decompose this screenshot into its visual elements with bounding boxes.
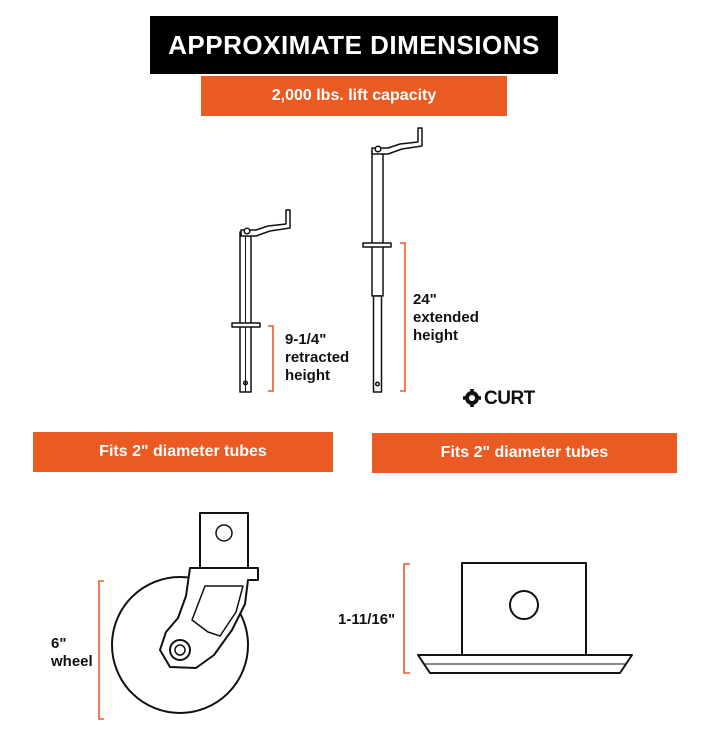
wheel-size-label — [51, 635, 93, 671]
brand-logo — [484, 388, 535, 410]
page-title-text: APPROXIMATE DIMENSIONS — [168, 29, 540, 60]
footplate-drawing — [418, 563, 632, 673]
retracted-height-brace — [268, 326, 273, 391]
capacity-text: 2,000 lbs. lift capacity — [271, 87, 437, 104]
extended-word: extended — [413, 309, 479, 326]
wheel-height-brace — [99, 581, 104, 719]
extended-height-label — [413, 291, 479, 345]
footplate-height-brace — [404, 564, 410, 673]
extended-value: 24" — [413, 291, 437, 308]
extended-jack-drawing — [363, 128, 422, 392]
footplate-value: 1-11/16" — [338, 611, 396, 628]
retracted-height-word: height — [285, 367, 330, 384]
left-fit-banner — [33, 432, 333, 472]
footplate-height-label — [338, 611, 395, 629]
right-fit-banner — [372, 433, 677, 473]
retracted-jack-drawing — [232, 210, 290, 392]
curt-logo-icon — [463, 389, 481, 407]
retracted-value: 9-1/4" — [285, 331, 327, 348]
caster-wheel-drawing — [112, 513, 258, 713]
extended-height-brace — [400, 243, 405, 391]
wheel-word: wheel — [51, 653, 93, 670]
extended-height-word: height — [413, 327, 458, 344]
retracted-height-label — [285, 331, 349, 385]
right-fit-text: Fits 2" diameter tubes — [440, 444, 609, 461]
brand-name: CURT — [484, 388, 535, 409]
left-fit-text: Fits 2" diameter tubes — [99, 443, 267, 460]
wheel-value: 6" — [51, 635, 67, 652]
retracted-word: retracted — [285, 349, 350, 366]
